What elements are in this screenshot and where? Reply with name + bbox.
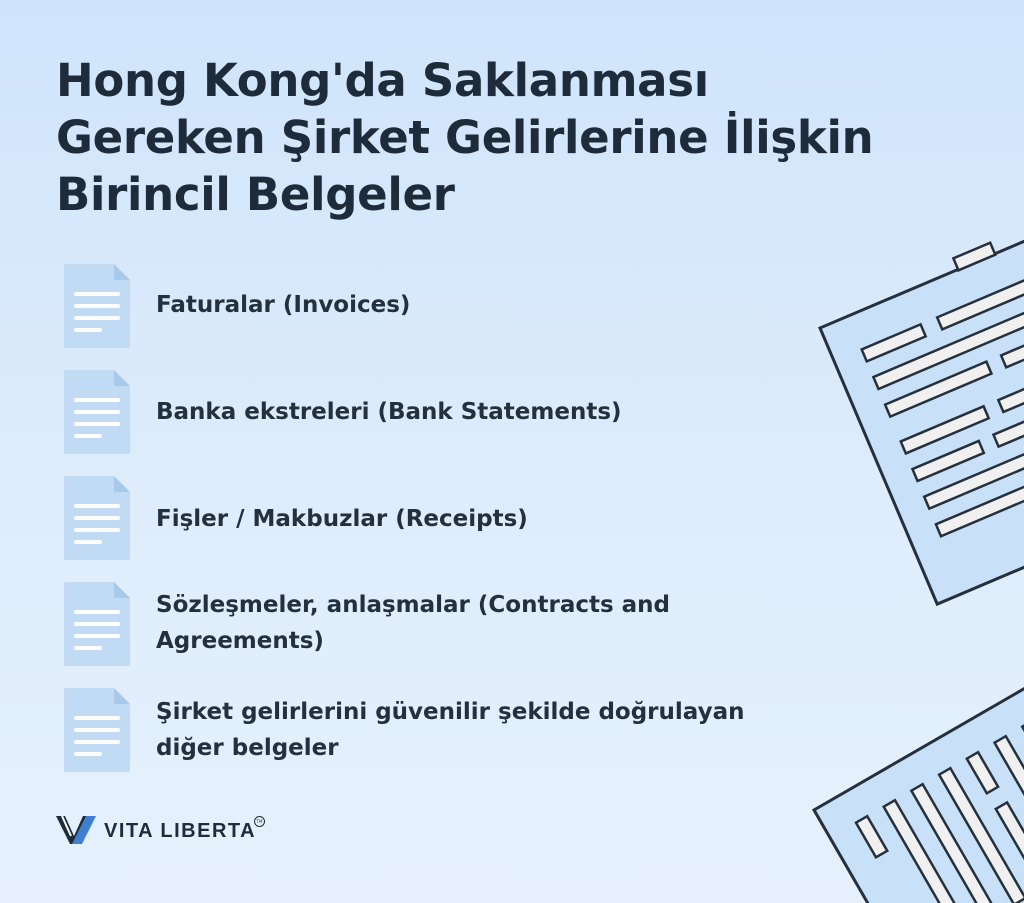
document-icon <box>64 688 130 772</box>
brand-mark-icon <box>56 814 98 846</box>
item-label-line-2: Agreements) <box>156 628 324 654</box>
item-label-line-1: Şirket gelirlerini güvenilir şekilde doğrulayan <box>156 699 745 725</box>
item-label: Banka ekstreleri (Bank Statements) <box>156 399 622 425</box>
title-line-1: Hong Kong'da Saklanması <box>56 54 709 107</box>
document-icon <box>64 476 130 560</box>
document-icon <box>64 370 130 454</box>
page-title <box>56 52 956 223</box>
title-line-3: Birincil Belgeler <box>56 168 455 221</box>
item-label-line-2: diğer belgeler <box>156 735 339 761</box>
document-icon <box>64 264 130 348</box>
decorative-document-illustration-bottom <box>800 680 1024 903</box>
brand-name: VITA LIBERTA <box>104 820 257 842</box>
document-icon <box>64 582 130 666</box>
item-label: Fişler / Makbuzlar (Receipts) <box>156 506 528 532</box>
brand-trademark: TM <box>254 816 265 827</box>
item-label-line-1: Sözleşmeler, anlaşmalar (Contracts and <box>156 592 671 618</box>
decorative-document-illustration <box>790 220 1024 640</box>
title-line-2: Gereken Şirket Gelirlerine İlişkin <box>56 111 874 164</box>
brand-logo <box>56 814 276 846</box>
item-label: Faturalar (Invoices) <box>156 292 411 318</box>
